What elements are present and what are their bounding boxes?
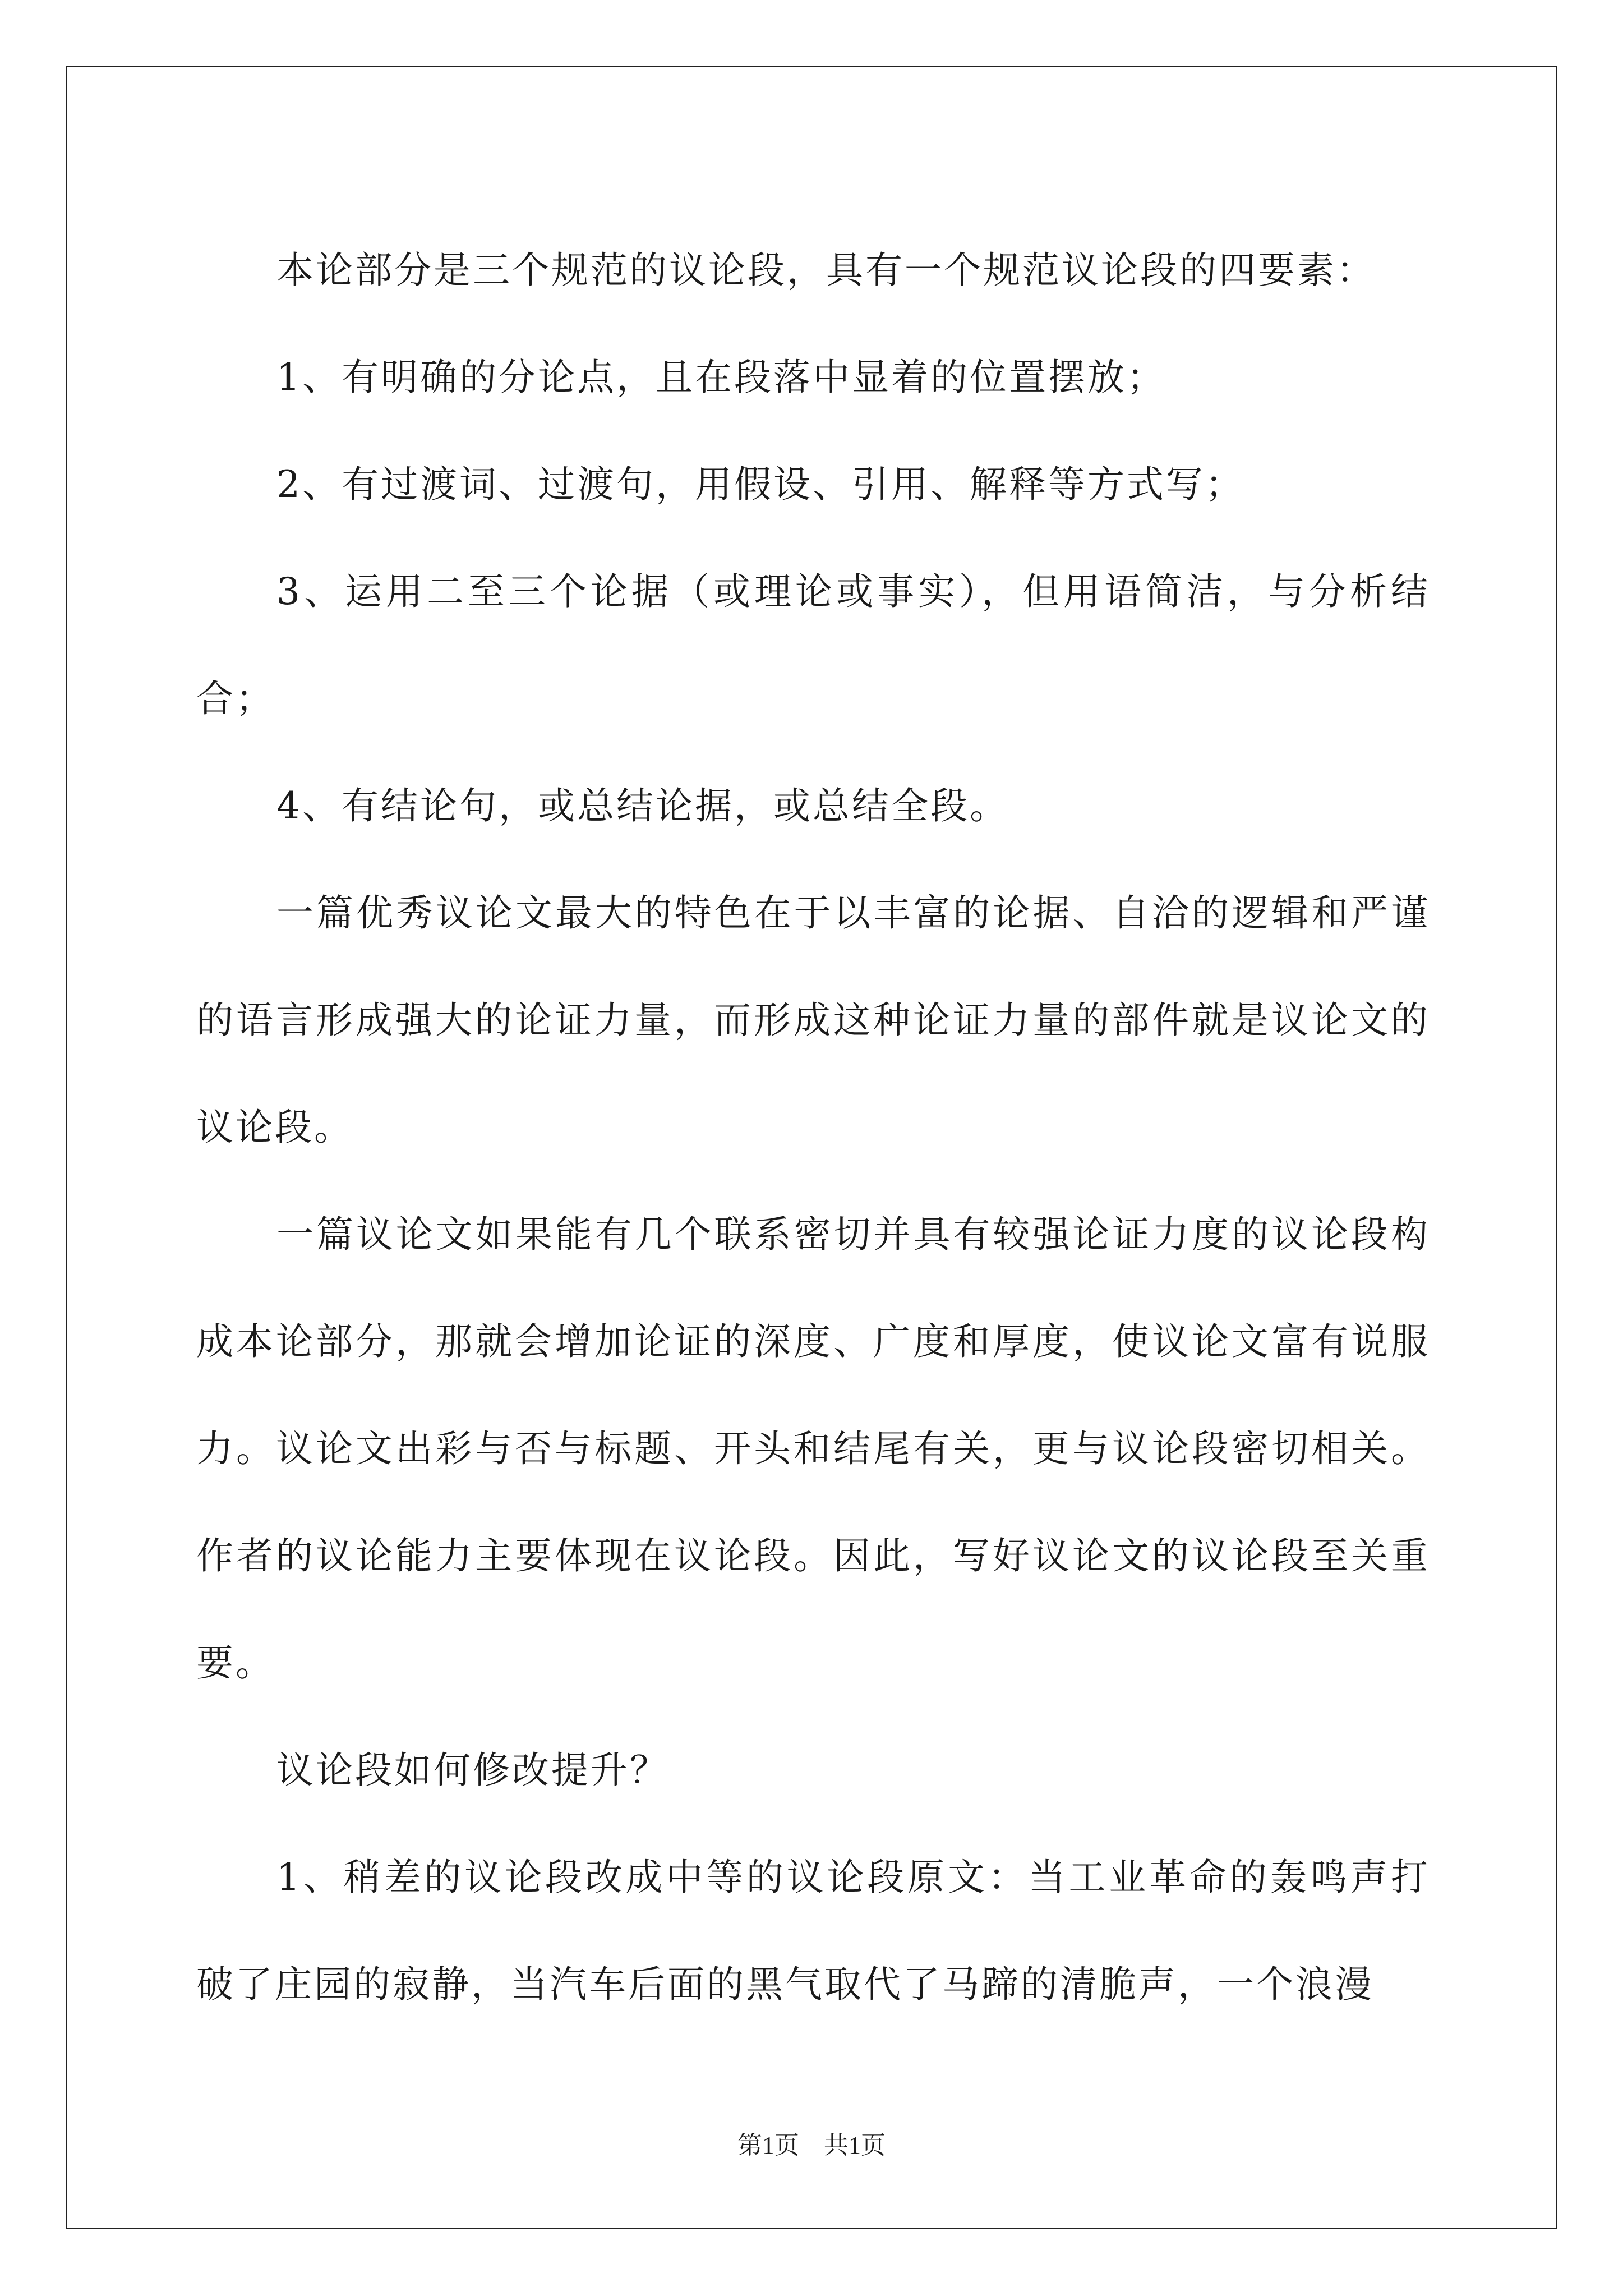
paragraph-feature: 一篇优秀议论文最大的特色在于以丰富的论据、自洽的逻辑和严谨的语言形成强大的论证力量，而形成这种论证力量的部件就是议论文的议论段。	[196, 891, 1430, 1149]
paragraph-revision-1: 1、稍差的议论段改成中等的议论段原文：当工业革命的轰鸣声打破了庄园的寂静，当汽车后面的黑气取代了马蹄的清脆声，一个浪漫	[196, 1856, 1430, 2006]
paragraph-question: 议论段如何修改提升？	[276, 1749, 669, 1792]
paragraph-importance: 一篇议论文如果能有几个联系密切并具有较强论证力度的议论段构成本论部分，那就会增加论证的深度、广度和厚度，使议论文富有说服力。议论文出彩与否与标题、开头和结尾有关，更与议论段密切相关。作者的议论能力主要体现在议论段。因此，写好议论文的议论段至关重要。	[196, 1213, 1430, 1685]
paragraph-point-2: 2、有过渡词、过渡句，用假设、引用、解释等方式写；	[276, 463, 1244, 506]
page-total: 共1页	[824, 2132, 886, 2159]
page-number: 第1页	[737, 2132, 799, 2159]
paragraph-point-4: 4、有结论句，或总结论据，或总结全段。	[276, 784, 1009, 827]
document-body	[196, 217, 1430, 2038]
paragraph-point-1: 1、有明确的分论点，且在段落中显着的位置摆放；	[276, 356, 1166, 399]
paragraph-point-3: 3、运用二至三个论据（或理论或事实），但用语简洁，与分析结合；	[196, 570, 1430, 720]
page-footer	[0, 2129, 1623, 2162]
paragraph-intro: 本论部分是三个规范的议论段，具有一个规范议论段的四要素：	[276, 249, 1376, 292]
